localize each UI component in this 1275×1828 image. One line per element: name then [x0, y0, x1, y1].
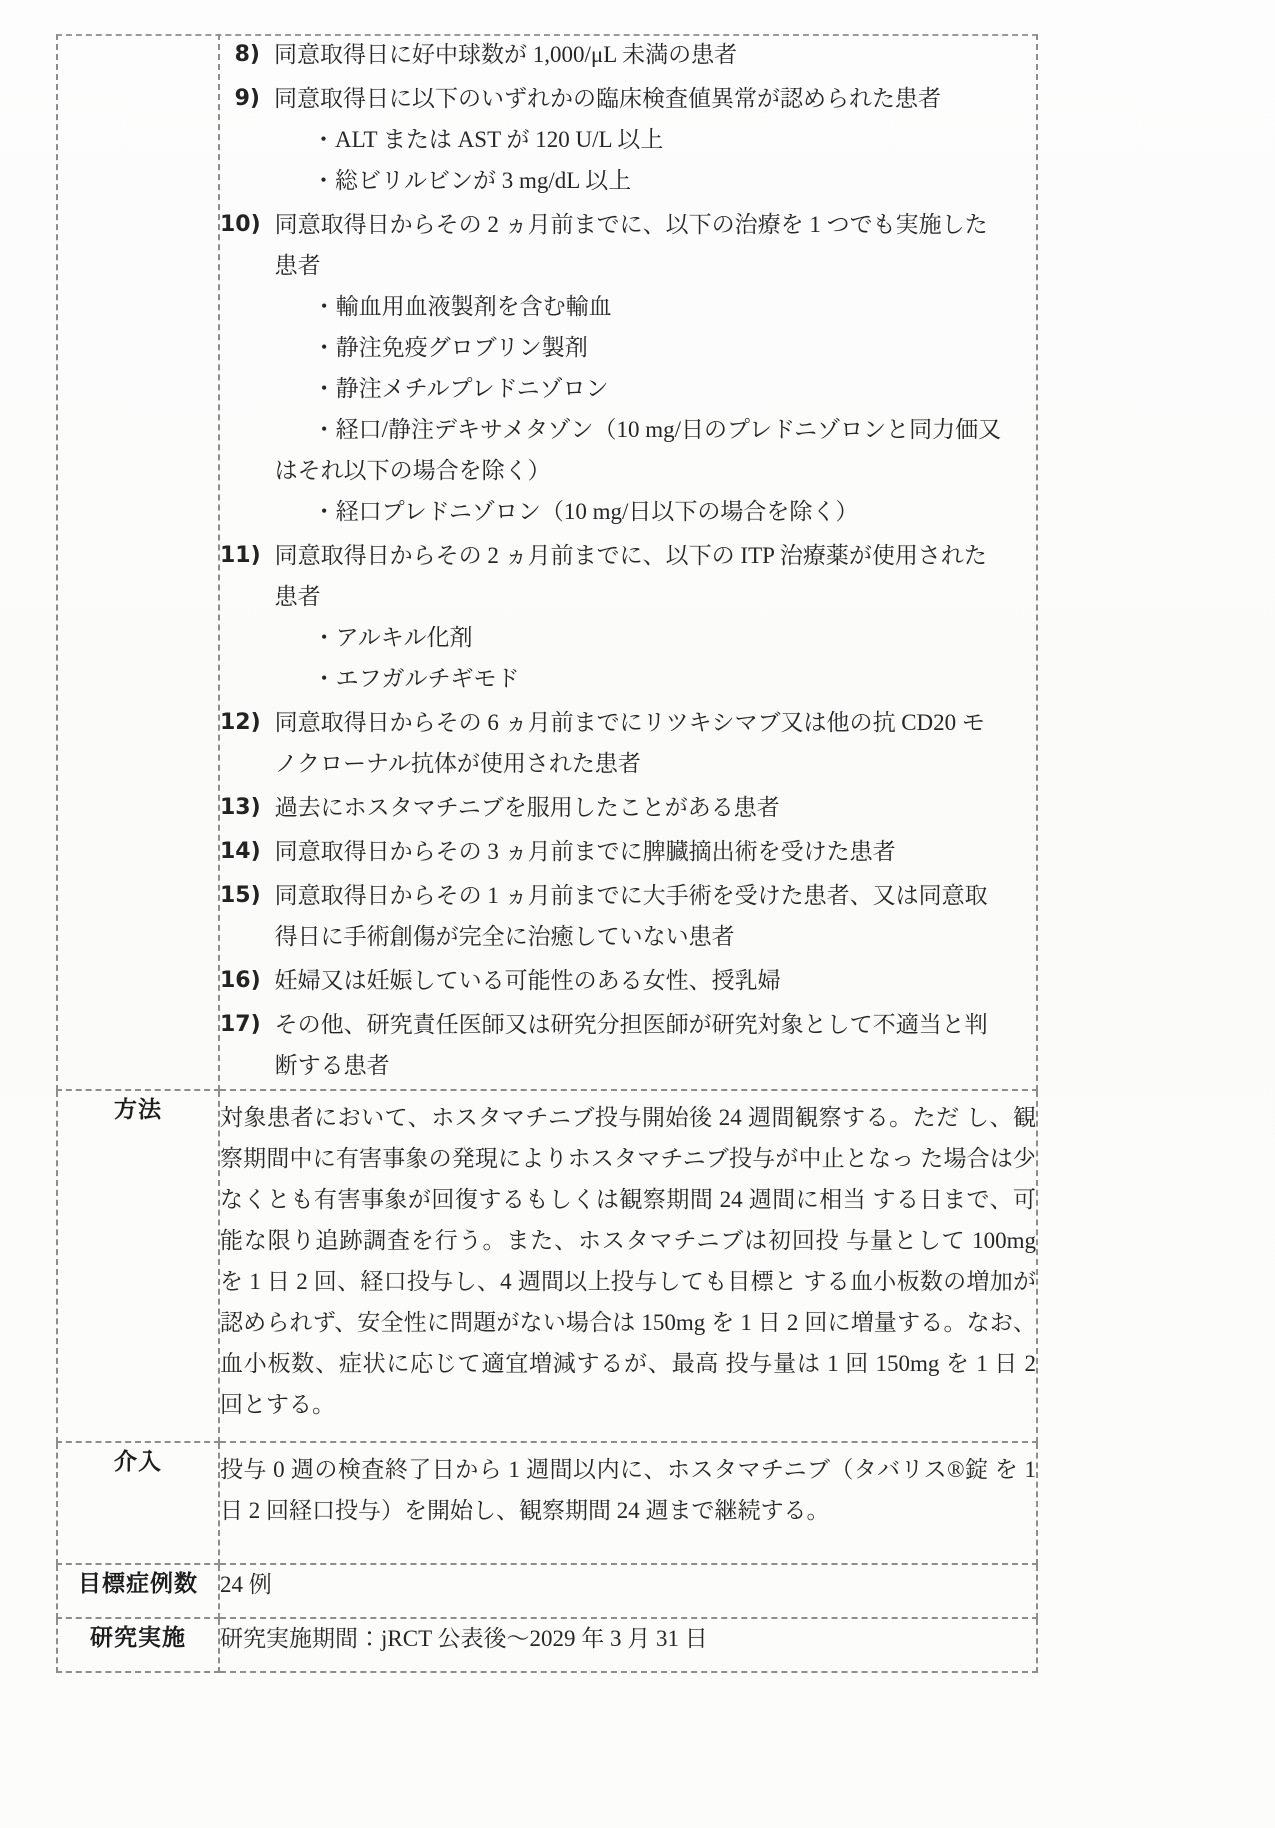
row-content-study-period [219, 1618, 1037, 1672]
method-line: 日 2 回に増量する。なお、血小板数、症状に応じて適宜増減するが、最高 [220, 1310, 1037, 1376]
list-item [220, 34, 1036, 75]
method-line: 投与量は 1 回 150mg を 1 日 2 回とする。 [220, 1351, 1037, 1417]
criteria-text [274, 78, 1036, 201]
row-label-study-period: 研究実施 [57, 1618, 219, 1672]
criteria-line: 患者 [274, 253, 321, 278]
criteria-line: 同意取得日に好中球数が 1,000/μL 未満の患者 [274, 42, 738, 67]
table-row-intervention [57, 1442, 1037, 1564]
criteria-subitem: ・経口プレドニゾロン（10 mg/日以下の場合を除く） [312, 499, 859, 524]
study-period-value: 研究実施期間：jRCT 公表後～2029 年 3 月 31 日 [220, 1626, 708, 1651]
criteria-text [275, 960, 1036, 1001]
criteria-number: 16) [220, 968, 261, 993]
criteria-subitem: ・静注免疫グロブリン製剤 [312, 335, 588, 360]
row-content-exclusion-criteria [219, 34, 1037, 1090]
criteria-subitem: ・輸血用血液製剤を含む輸血 [312, 294, 612, 319]
list-item [220, 831, 1036, 872]
method-line: 対象患者において、ホスタマチニブ投与開始後 24 週間観察する。ただ [220, 1105, 960, 1130]
criteria-number: 12) [220, 710, 261, 735]
criteria-text [275, 1004, 1036, 1086]
criteria-line: 同意取得日に以下のいずれかの臨床検査値異常が認められた患者 [274, 86, 941, 111]
list-item [220, 1004, 1036, 1086]
intervention-line: 投与 0 週の検査終了日から 1 週間以内に、ホスタマチニブ（タバリス®錠 [220, 1457, 989, 1482]
row-content-method [219, 1090, 1037, 1442]
criteria-subitem: ・ALT または AST が 120 U/L 以上 [312, 127, 664, 152]
criteria-line: その他、研究責任医師又は研究分担医師が研究対象として不適当と判 [274, 1012, 988, 1037]
method-line: た場合は少なくとも有害事象が回復するもしくは観察期間 24 週間に相当 [220, 1146, 1037, 1212]
criteria-line: 同意取得日からその 2 ヵ月前までに、以下の ITP 治療薬が使用された [274, 543, 987, 568]
criteria-number: 17) [220, 1012, 261, 1037]
criteria-number: 14) [220, 839, 261, 864]
criteria-line: 過去にホスタマチニブを服用したことがある患者 [274, 795, 780, 820]
criteria-subitem: ・静注メチルプレドニゾロン [312, 376, 609, 401]
criteria-line: 同意取得日からその 6 ヵ月前までにリツキシマブ又は他の抗 CD20 モ [274, 710, 985, 735]
criteria-text [274, 34, 1036, 75]
row-content-intervention [219, 1442, 1037, 1564]
criteria-subitem: ・アルキル化剤 [312, 625, 473, 650]
criteria-line: 同意取得日からその 3 ヵ月前までに脾臓摘出術を受けた患者 [274, 839, 896, 864]
list-item [220, 204, 1036, 532]
row-label-target-cases: 目標症例数 [57, 1564, 219, 1618]
protocol-table [56, 34, 1038, 1673]
criteria-number: 13) [220, 795, 261, 820]
target-cases-value: 24 例 [220, 1572, 272, 1597]
criteria-number: 15) [220, 883, 261, 908]
list-item [220, 535, 1036, 699]
criteria-subitem: ・エフガルチギモド [312, 666, 520, 691]
row-label-exclusion-criteria [57, 34, 219, 1090]
criteria-number: 8) [234, 42, 260, 67]
criteria-subitem: ・総ビリルビンが 3 mg/dL 以上 [312, 168, 632, 193]
table-row-target-cases [57, 1564, 1037, 1618]
method-line: 与量として 100mg を 1 日 2 回、経口投与し、4 週間以上投与しても目標と [220, 1228, 1036, 1294]
criteria-text [275, 875, 1036, 957]
list-item [220, 960, 1036, 1001]
criteria-text [275, 831, 1036, 872]
row-content-target-cases [219, 1564, 1037, 1618]
method-line: し、観察期間中に有害事象の発現によりホスタマチニブ投与が中止となっ [220, 1105, 1037, 1171]
criteria-number: 10) [220, 212, 261, 237]
criteria-text [275, 204, 1036, 532]
table-row-exclusion-criteria [57, 34, 1037, 1090]
criteria-line: 断する患者 [274, 1053, 390, 1078]
exclusion-criteria-list [220, 34, 1036, 1086]
criteria-number: 11) [220, 543, 261, 568]
criteria-number: 9) [234, 86, 260, 111]
row-label-intervention: 介入 [57, 1442, 219, 1564]
list-item [220, 875, 1036, 957]
criteria-subitem-continuation: はそれ以下の場合を除く） [274, 458, 551, 483]
row-label-method: 方法 [57, 1090, 219, 1442]
method-line: する日まで、可能な限り追跡調査を行う。また、ホスタマチニブは初回投 [220, 1187, 1037, 1253]
list-item [220, 78, 1036, 201]
criteria-text [275, 787, 1036, 828]
criteria-text [275, 535, 1036, 699]
list-item [220, 702, 1036, 784]
list-item [220, 787, 1036, 828]
criteria-text [275, 702, 1036, 784]
criteria-line: 同意取得日からその 2 ヵ月前までに、以下の治療を 1 つでも実施した [274, 212, 988, 237]
criteria-line: 患者 [274, 584, 321, 609]
table-row-study-period [57, 1618, 1037, 1672]
intervention-paragraph [220, 1449, 1036, 1531]
criteria-line: 得日に手術創傷が完全に治癒していない患者 [274, 924, 735, 949]
method-paragraph [220, 1097, 1036, 1425]
criteria-subitem: ・経口/静注デキサメタゾン（10 mg/日のプレドニゾロンと同力価又 [312, 417, 1002, 442]
intervention-line: を 1 日 2 回経口投与）を開始し、観察期間 24 週まで継続する。 [220, 1457, 1037, 1523]
criteria-line: 同意取得日からその 1 ヵ月前までに大手術を受けた患者、又は同意取 [274, 883, 988, 908]
criteria-line: 妊婦又は妊娠している可能性のある女性、授乳婦 [274, 968, 781, 993]
criteria-line: ノクローナル抗体が使用された患者 [274, 751, 641, 776]
method-line: する血小板数の増加が認められず、安全性に問題がない場合は 150mg を 1 [220, 1269, 1037, 1335]
table-row-method [57, 1090, 1037, 1442]
